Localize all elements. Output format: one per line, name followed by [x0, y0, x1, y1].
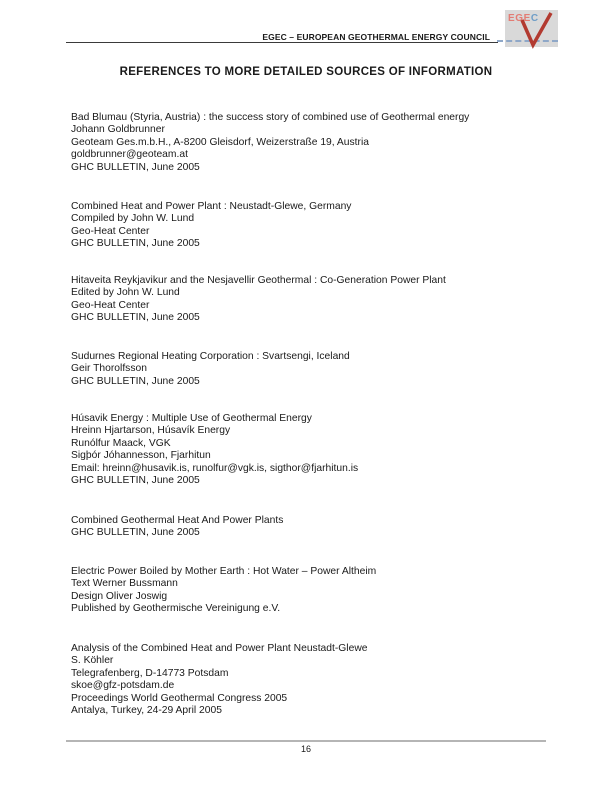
reference-block-husavik [71, 413, 561, 487]
reference-line: Geoteam Ges.m.b.H., A-8200 Gleisdorf, Weizerstraße 19, Austria [71, 136, 369, 148]
reference-line: Geo-Heat Center [71, 225, 150, 237]
reference-block-neustadt-glewe-analysis [71, 643, 561, 717]
reference-line: S. Köhler [71, 655, 114, 667]
reference-block-neustadt-glewe-chp [71, 201, 561, 251]
reference-block-bad-blumau [71, 112, 561, 174]
reference-line: Combined Heat and Power Plant : Neustadt-Glewe, Germany [71, 201, 352, 212]
reference-line: Hitaveita Reykjavikur and the Nesjavellir Geothermal : Co-Generation Power Plant [71, 275, 446, 286]
reference-line: GHC BULLETIN, June 2005 [71, 475, 200, 487]
reference-line: GHC BULLETIN, June 2005 [71, 527, 200, 539]
egec-logo-letter-c: C [530, 13, 539, 24]
page-number: 16 [300, 744, 311, 754]
reference-block-svartsengi [71, 351, 561, 388]
reference-line-email: goldbrunner@geoteam.at [71, 149, 188, 161]
reference-line: Geo-Heat Center [71, 299, 150, 311]
reference-line: Edited by John W. Lund [71, 287, 180, 299]
reference-line: Electric Power Boiled by Mother Earth : Hot Water – Power Altheim [71, 566, 377, 577]
reference-line: Húsavik Energy : Multiple Use of Geothermal Energy [71, 413, 312, 424]
footer-rule [66, 740, 546, 742]
egec-logo [505, 10, 558, 47]
header-rule [66, 42, 498, 43]
checkmark-icon [505, 10, 558, 47]
reference-line: Design Oliver Joswig [71, 590, 168, 602]
reference-line-email: Email: hreinn@husavik.is, runolfur@vgk.is, sigthor@fjarhitun.is [71, 462, 359, 474]
reference-line: Proceedings World Geothermal Congress 2005 [71, 692, 288, 704]
reference-line: Runólfur Maack, VGK [71, 437, 171, 449]
reference-line: Sudurnes Regional Heating Corporation : Svartsengi, Iceland [71, 351, 350, 362]
reference-line: GHC BULLETIN, June 2005 [71, 161, 200, 173]
reference-line: Sigþór Jóhannesson, Fjarhitun [71, 450, 211, 462]
reference-line: Compiled by John W. Lund [71, 213, 195, 225]
reference-line: Hreinn Hjartarson, Húsavík Energy [71, 425, 231, 437]
reference-block-nesjavellir [71, 275, 561, 325]
reference-block-altheim [71, 566, 561, 616]
reference-line: Text Werner Bussmann [71, 578, 178, 590]
reference-line: Telegrafenberg, D-14773 Potsdam [71, 667, 229, 679]
header-org-label: EGEC – EUROPEAN GEOTHERMAL ENERGY COUNCIL [262, 32, 490, 42]
reference-line: Johann Goldbrunner [71, 124, 165, 136]
reference-line: Published by Geothermische Vereinigung e.V. [71, 603, 281, 615]
reference-line-email: skoe@gfz-potsdam.de [71, 680, 175, 692]
reference-line: GHC BULLETIN, June 2005 [71, 375, 200, 387]
reference-line: Antalya, Turkey, 24-29 April 2005 [71, 705, 222, 717]
reference-line: Bad Blumau (Styria, Austria) : the success story of combined use of Geothermal energy [71, 112, 470, 123]
reference-line: Geir Thorolfsson [71, 363, 147, 375]
egec-logo-letters: EGE [508, 13, 531, 24]
reference-block-combined-chp [71, 515, 561, 540]
reference-line: Analysis of the Combined Heat and Power Plant Neustadt-Glewe [71, 643, 368, 654]
page-title: REFERENCES TO MORE DETAILED SOURCES OF INFORMATION [119, 66, 493, 78]
reference-line: Combined Geothermal Heat And Power Plants [71, 515, 284, 526]
reference-line: GHC BULLETIN, June 2005 [71, 312, 200, 324]
reference-line: GHC BULLETIN, June 2005 [71, 238, 200, 250]
